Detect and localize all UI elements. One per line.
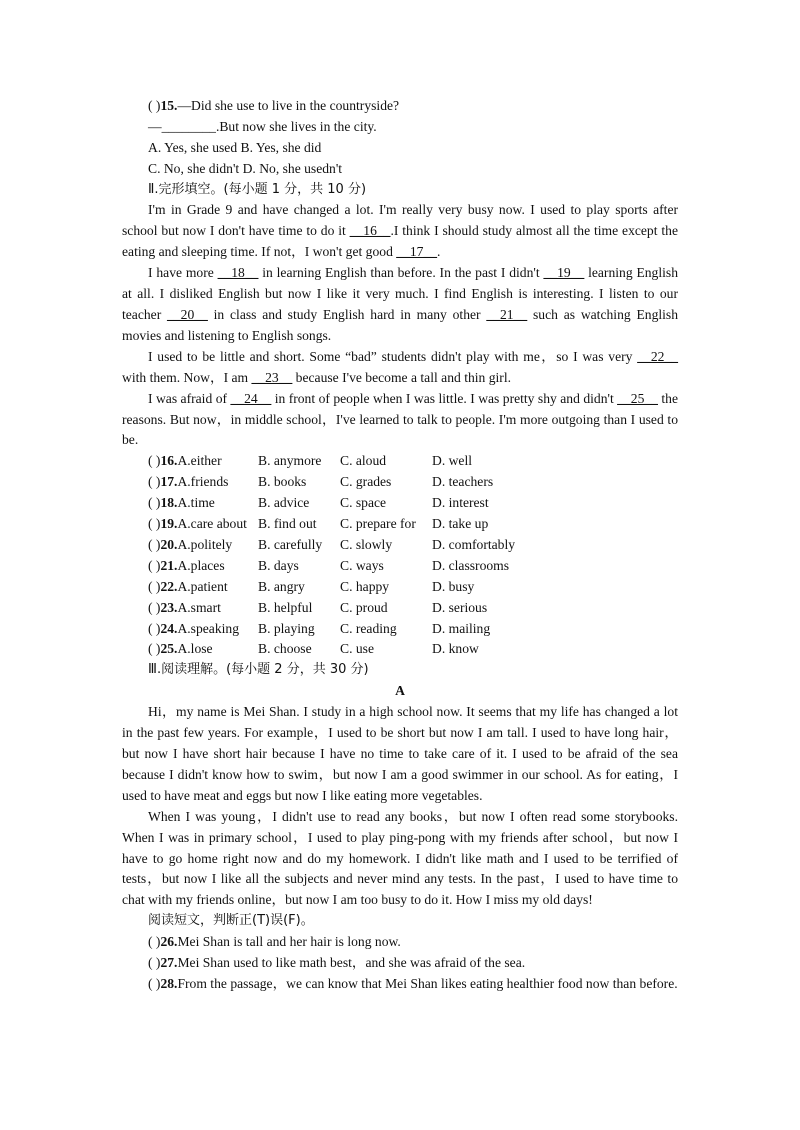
option-a[interactable]: A.lose [177,641,213,657]
option-d[interactable]: D. mailing [432,620,491,636]
reading-paragraph-2: When I was young，I didn't use to read any books，but now I often read some storybooks. When I was in primary school，I used to play ping-pong with my friends after school，but now I have to go home right now and do my homework. I didn't like math and I used to be terrified of tests，but now I like all the subjects and never mind any tests. In the past，I used to have time to chat with my friends online，but now I am too busy to do it. How I miss my old days! [122,808,678,908]
answer-paren[interactable]: ( ) [148,641,161,657]
question-text: Mei Shan is tall and her hair is long now. [177,934,401,950]
answer-paren[interactable]: ( ) [148,98,161,113]
blank-24[interactable]: __24__ [230,390,272,406]
question-number: 20. [160,536,178,552]
question-26 [122,932,678,953]
worksheet-page [122,96,678,995]
cloze-paragraph-1: I'm in Grade 9 and have changed a lot. I'm really very busy now. I used to play sports after school but now I don't have time to do it __16__.I think I should study almost all the time except the eating and sleeping time. If not，I won't get good __17__. [122,202,678,260]
option-a[interactable]: A.either [177,453,222,469]
cloze-paragraph-2: I have more __18__ in learning English than before. In the past I didn't __19__ learning English at all. I disliked English but now I like it very much. I find English is interesting. I listen to our teacher __20__ in class and study English hard in many other __21__ such as watching English movies and listening to English songs. [122,265,679,343]
option-d[interactable]: D. well [432,453,473,469]
option-c[interactable]: C. space [340,495,387,511]
question-number: 25. [160,641,178,657]
question-text: Mei Shan used to like math best，and she was afraid of the sea. [177,955,526,971]
blank-20[interactable]: __20__ [167,306,208,322]
answer-paren[interactable]: ( ) [148,620,161,636]
question-text: From the passage，we can know that Mei Shan likes eating healthier food now than before. [177,975,678,991]
answer-paren[interactable]: ( ) [148,516,161,532]
section-2-heading: Ⅱ.完形填空。(每小题 1 分，共 10 分) [148,181,367,197]
choice-row [148,514,562,535]
option-c[interactable]: C. happy [340,578,390,594]
choice-row [148,535,562,556]
option-c[interactable]: C. slowly [340,536,393,552]
reading-paragraph-1: Hi，my name is Mei Shan. I study in a high school now. It seems that my life has changed a lot in the past few years. For example，I used to be short but now I am tall. I used to have long hair，but now I have short hair because I have no time to take care of it. I used to be afraid of the sea because I didn't know how to swim，but now I am a good swimmer in our school. As for eating，I used to have meat and eggs but now I like eating more vegetables. [122,704,678,803]
question-15-options-cd: C. No, she didn't D. No, she usedn't [148,160,343,176]
option-d[interactable]: D. comfortably [432,536,516,552]
option-c[interactable]: C. grades [340,474,392,490]
option-c[interactable]: C. ways [340,557,384,573]
option-b[interactable]: B. anymore [258,453,322,469]
question-15-reply: —________.But now she lives in the city. [148,118,377,134]
option-c[interactable]: C. aloud [340,453,387,469]
option-b[interactable]: B. choose [258,641,312,657]
option-d[interactable]: D. teachers [432,474,494,490]
option-d[interactable]: D. classrooms [432,557,510,573]
option-b[interactable]: B. find out [258,516,317,532]
choice-row [148,639,562,660]
question-number: 16. [160,453,178,469]
option-c[interactable]: C. prepare for [340,516,416,532]
option-c[interactable]: C. reading [340,620,397,636]
question-number: 18. [160,495,178,511]
option-d[interactable]: D. take up [432,516,489,532]
question-number: 21. [160,557,178,573]
answer-paren[interactable]: ( ) [148,578,161,594]
blank-23[interactable]: __23__ [251,369,293,385]
question-27 [122,953,678,974]
option-b[interactable]: B. angry [258,578,305,594]
answer-paren[interactable]: ( ) [148,474,161,490]
answer-paren[interactable]: ( ) [148,955,161,971]
option-a[interactable]: A.patient [177,578,228,594]
option-a[interactable]: A.speaking [177,620,239,636]
option-d[interactable]: D. serious [432,599,488,615]
option-d[interactable]: D. interest [432,495,489,511]
answer-paren[interactable]: ( ) [148,599,161,615]
question-15-options-ab: A. Yes, she used B. Yes, she did [148,139,322,155]
option-a[interactable]: A.places [177,557,225,573]
answer-paren[interactable]: ( ) [148,453,161,469]
question-number: 22. [160,578,178,594]
question-number: 15. [160,98,178,113]
choice-row [148,472,562,493]
blank-18[interactable]: __18__ [217,265,259,281]
reading-instruction: 阅读短文，判断正(T)误(F)。 [148,913,314,929]
choice-row [148,598,562,619]
option-b[interactable]: B. advice [258,495,310,511]
choice-row [148,577,562,598]
option-a[interactable]: A.friends [177,474,229,490]
choice-row [148,619,562,640]
blank-25[interactable]: __25__ [617,390,658,406]
cloze-choices [148,451,562,660]
blank-21[interactable]: __21__ [486,306,528,322]
question-number: 24. [160,620,178,636]
option-a[interactable]: A.time [177,495,215,511]
option-a[interactable]: A.smart [177,599,221,615]
option-a[interactable]: A.politely [177,536,233,552]
option-b[interactable]: B. carefully [258,536,323,552]
choice-row [148,451,562,472]
cloze-paragraph-3: I used to be little and short. Some “bad” students didn't play with me，so I was very __22__ with them. Now，I am __23__ because I've become a tall and thin girl. [122,348,678,385]
section-3-heading: Ⅲ.阅读理解。(每小题 2 分，共 30 分) [148,662,369,678]
cloze-paragraph-4: I was afraid of __24__ in front of people when I was little. I was pretty shy and didn't __25__ the reasons. But now，in middle school，I've learned to talk to people. I'm more outgoing than I used to be. [122,390,679,448]
answer-paren[interactable]: ( ) [148,557,161,573]
option-d[interactable]: D. busy [432,578,475,594]
blank-19[interactable]: __19__ [543,265,585,281]
question-number: 17. [160,474,178,490]
question-number: 26. [160,934,178,950]
option-b[interactable]: B. books [258,474,307,490]
answer-paren[interactable]: ( ) [148,536,161,552]
passage-label: A [395,683,405,699]
answer-paren[interactable]: ( ) [148,975,161,991]
choice-row [148,556,562,577]
option-b[interactable]: B. helpful [258,599,313,615]
option-d[interactable]: D. know [432,641,479,657]
question-number: 27. [160,955,178,971]
question-number: 28. [160,975,178,991]
option-c[interactable]: C. proud [340,599,388,615]
blank-22[interactable]: __22__ [637,348,678,364]
question-number: 23. [160,599,178,615]
blank-17[interactable]: __17__ [396,244,438,260]
question-15 [122,96,678,117]
option-b[interactable]: B. days [258,557,299,573]
option-c[interactable]: C. use [340,641,374,657]
answer-paren[interactable]: ( ) [148,495,161,511]
blank-16[interactable]: __16__ [349,223,391,239]
option-b[interactable]: B. playing [258,620,315,636]
answer-paren[interactable]: ( ) [148,934,161,950]
question-number: 19. [160,516,178,532]
option-a[interactable]: A.care about [177,516,247,532]
question-28 [122,974,678,995]
choice-row [148,493,562,514]
question-text: —Did she use to live in the countryside? [177,98,400,113]
